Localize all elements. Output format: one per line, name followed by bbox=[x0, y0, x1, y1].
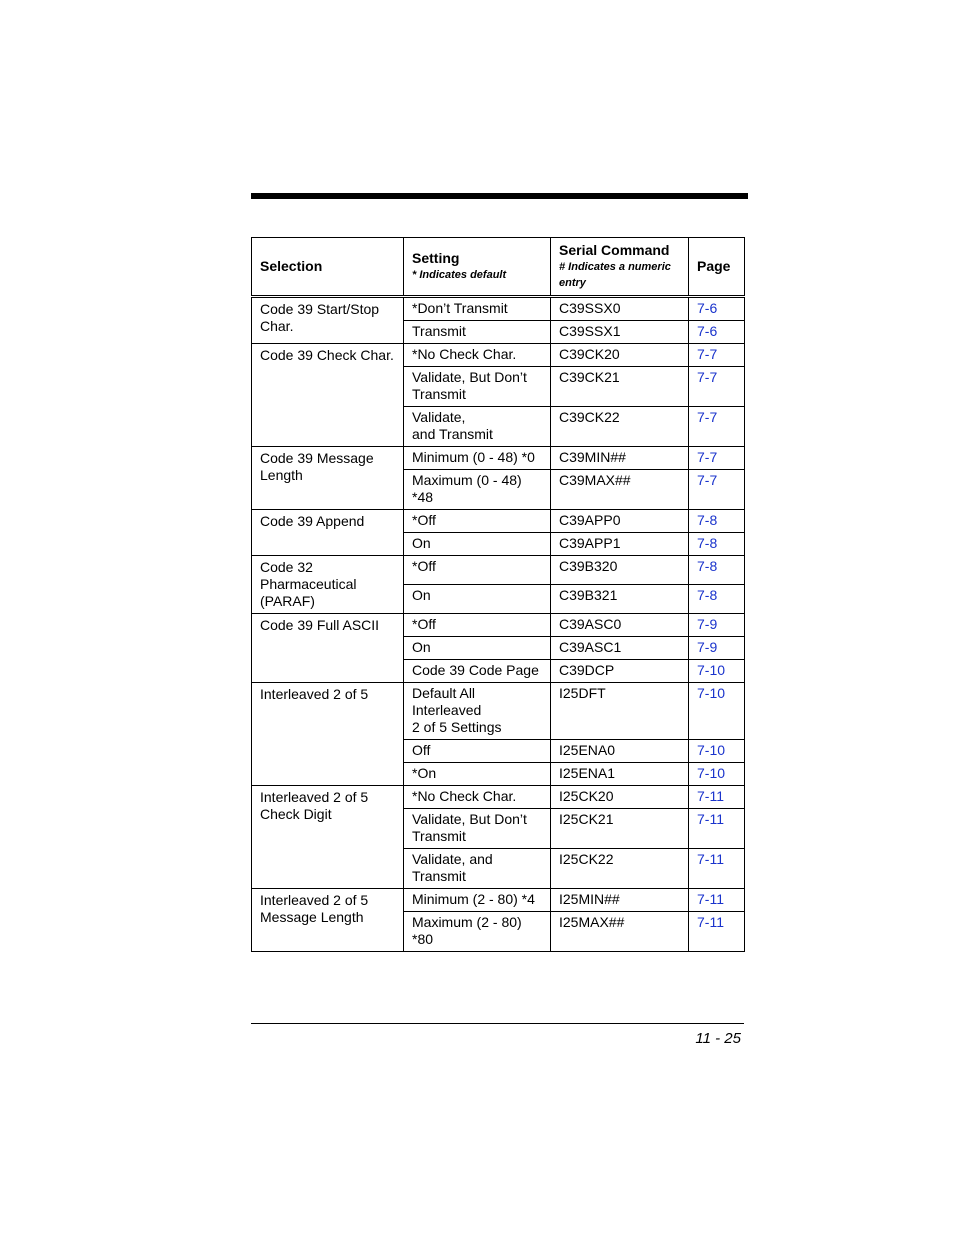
table-row bbox=[252, 683, 745, 740]
page-cell bbox=[689, 637, 745, 660]
serial-command-cell: C39ASC1 bbox=[551, 637, 689, 660]
page-link[interactable]: 7-7 bbox=[697, 409, 718, 425]
setting-cell: Validate, and Transmit bbox=[404, 407, 551, 447]
page-cell bbox=[689, 447, 745, 470]
page-link[interactable]: 7-10 bbox=[697, 685, 726, 701]
selection-cell: Code 39 Append bbox=[252, 510, 404, 556]
serial-command-cell: I25CK22 bbox=[551, 849, 689, 889]
serial-command-cell: I25CK20 bbox=[551, 786, 689, 809]
page-link[interactable]: 7-7 bbox=[697, 369, 718, 385]
serial-command-cell: I25ENA0 bbox=[551, 740, 689, 763]
table-row bbox=[252, 344, 745, 367]
setting-cell: On bbox=[404, 533, 551, 556]
serial-command-table-wrapper bbox=[251, 237, 744, 952]
setting-cell: *No Check Char. bbox=[404, 786, 551, 809]
page-cell bbox=[689, 321, 745, 344]
setting-cell: Off bbox=[404, 740, 551, 763]
table-row bbox=[252, 556, 745, 585]
setting-cell: *Off bbox=[404, 510, 551, 533]
serial-command-cell: I25MAX## bbox=[551, 912, 689, 952]
page-link[interactable]: 7-11 bbox=[697, 788, 724, 804]
setting-cell: Validate, But Don’t Transmit bbox=[404, 367, 551, 407]
page-link[interactable]: 7-7 bbox=[697, 449, 718, 465]
page-link[interactable]: 7-9 bbox=[697, 639, 718, 655]
table-header-row bbox=[252, 238, 745, 297]
top-rule bbox=[251, 193, 748, 199]
serial-command-table bbox=[251, 237, 745, 952]
setting-cell: Validate, and Transmit bbox=[404, 849, 551, 889]
serial-command-cell: C39B320 bbox=[551, 556, 689, 585]
setting-cell: On bbox=[404, 637, 551, 660]
page-cell bbox=[689, 849, 745, 889]
serial-command-cell: C39ASC0 bbox=[551, 614, 689, 637]
setting-cell: *Off bbox=[404, 614, 551, 637]
setting-cell: *No Check Char. bbox=[404, 344, 551, 367]
setting-cell: *Off bbox=[404, 556, 551, 585]
page-link[interactable]: 7-7 bbox=[697, 346, 718, 362]
page-link[interactable]: 7-8 bbox=[697, 512, 718, 528]
header-setting: Setting * Indicates default bbox=[404, 238, 551, 297]
setting-cell: Validate, But Don’t Transmit bbox=[404, 809, 551, 849]
selection-cell: Code 32 Pharmaceutical (PARAF) bbox=[252, 556, 404, 614]
page-cell bbox=[689, 470, 745, 510]
setting-cell: On bbox=[404, 585, 551, 614]
page-cell bbox=[689, 660, 745, 683]
serial-command-cell: C39CK20 bbox=[551, 344, 689, 367]
page-cell bbox=[689, 297, 745, 321]
setting-cell: Transmit bbox=[404, 321, 551, 344]
page-link[interactable]: 7-10 bbox=[697, 662, 726, 678]
page-link[interactable]: 7-9 bbox=[697, 616, 718, 632]
table-row bbox=[252, 786, 745, 809]
serial-command-cell: C39DCP bbox=[551, 660, 689, 683]
selection-cell: Code 39 Message Length bbox=[252, 447, 404, 510]
selection-cell: Code 39 Check Char. bbox=[252, 344, 404, 447]
serial-command-cell: C39SSX0 bbox=[551, 297, 689, 321]
page-cell bbox=[689, 344, 745, 367]
serial-command-cell: C39APP1 bbox=[551, 533, 689, 556]
setting-cell: Maximum (0 - 48) *48 bbox=[404, 470, 551, 510]
serial-command-cell: C39MAX## bbox=[551, 470, 689, 510]
page-link[interactable]: 7-11 bbox=[697, 851, 724, 867]
table-body bbox=[252, 297, 745, 952]
setting-cell: *On bbox=[404, 763, 551, 786]
page-cell bbox=[689, 740, 745, 763]
serial-command-cell: C39APP0 bbox=[551, 510, 689, 533]
selection-cell: Interleaved 2 of 5 Message Length bbox=[252, 889, 404, 952]
table-row bbox=[252, 889, 745, 912]
page-link[interactable]: 7-7 bbox=[697, 472, 718, 488]
serial-command-cell: I25DFT bbox=[551, 683, 689, 740]
selection-cell: Interleaved 2 of 5 bbox=[252, 683, 404, 786]
page-cell bbox=[689, 683, 745, 740]
page-cell bbox=[689, 367, 745, 407]
page-link[interactable]: 7-8 bbox=[697, 535, 718, 551]
serial-command-cell: C39B321 bbox=[551, 585, 689, 614]
page-link[interactable]: 7-6 bbox=[697, 300, 718, 316]
page-cell bbox=[689, 809, 745, 849]
footer-rule bbox=[251, 1023, 744, 1024]
page-cell bbox=[689, 614, 745, 637]
page-link[interactable]: 7-6 bbox=[697, 323, 718, 339]
serial-command-cell: I25CK21 bbox=[551, 809, 689, 849]
setting-cell: Maximum (2 - 80) *80 bbox=[404, 912, 551, 952]
header-selection: Selection bbox=[252, 238, 404, 297]
page-link[interactable]: 7-10 bbox=[697, 742, 726, 758]
selection-cell: Interleaved 2 of 5 Check Digit bbox=[252, 786, 404, 889]
serial-command-cell: C39SSX1 bbox=[551, 321, 689, 344]
page-cell bbox=[689, 407, 745, 447]
page-link[interactable]: 7-11 bbox=[697, 811, 724, 827]
page-cell bbox=[689, 786, 745, 809]
serial-command-cell: I25ENA1 bbox=[551, 763, 689, 786]
serial-command-cell: C39CK21 bbox=[551, 367, 689, 407]
selection-cell: Code 39 Full ASCII bbox=[252, 614, 404, 683]
page-link[interactable]: 7-8 bbox=[697, 587, 718, 603]
setting-cell: Code 39 Code Page bbox=[404, 660, 551, 683]
page-number: 11 - 25 bbox=[695, 1030, 741, 1047]
page-link[interactable]: 7-11 bbox=[697, 914, 724, 930]
page-cell bbox=[689, 912, 745, 952]
setting-cell: *Don’t Transmit bbox=[404, 297, 551, 321]
page-cell bbox=[689, 556, 745, 585]
page-cell bbox=[689, 763, 745, 786]
header-page: Page bbox=[689, 238, 745, 297]
page-link[interactable]: 7-8 bbox=[697, 558, 718, 574]
page-link[interactable]: 7-11 bbox=[697, 891, 724, 907]
serial-command-cell: C39CK22 bbox=[551, 407, 689, 447]
header-serial-note: # Indicates a numeric entry bbox=[559, 261, 671, 289]
page-cell bbox=[689, 510, 745, 533]
setting-cell: Minimum (2 - 80) *4 bbox=[404, 889, 551, 912]
page-cell bbox=[689, 585, 745, 614]
serial-command-cell: I25MIN## bbox=[551, 889, 689, 912]
table-row bbox=[252, 510, 745, 533]
header-setting-note: * Indicates default bbox=[412, 269, 507, 281]
setting-cell: Minimum (0 - 48) *0 bbox=[404, 447, 551, 470]
serial-command-cell: C39MIN## bbox=[551, 447, 689, 470]
table-row bbox=[252, 614, 745, 637]
table-row bbox=[252, 447, 745, 470]
page-cell bbox=[689, 889, 745, 912]
header-serial-command: Serial Command # Indicates a numeric entry bbox=[551, 238, 689, 297]
page-link[interactable]: 7-10 bbox=[697, 765, 726, 781]
selection-cell: Code 39 Start/Stop Char. bbox=[252, 297, 404, 344]
setting-cell: Default All Interleaved 2 of 5 Settings bbox=[404, 683, 551, 740]
table-row bbox=[252, 297, 745, 321]
page-cell bbox=[689, 533, 745, 556]
